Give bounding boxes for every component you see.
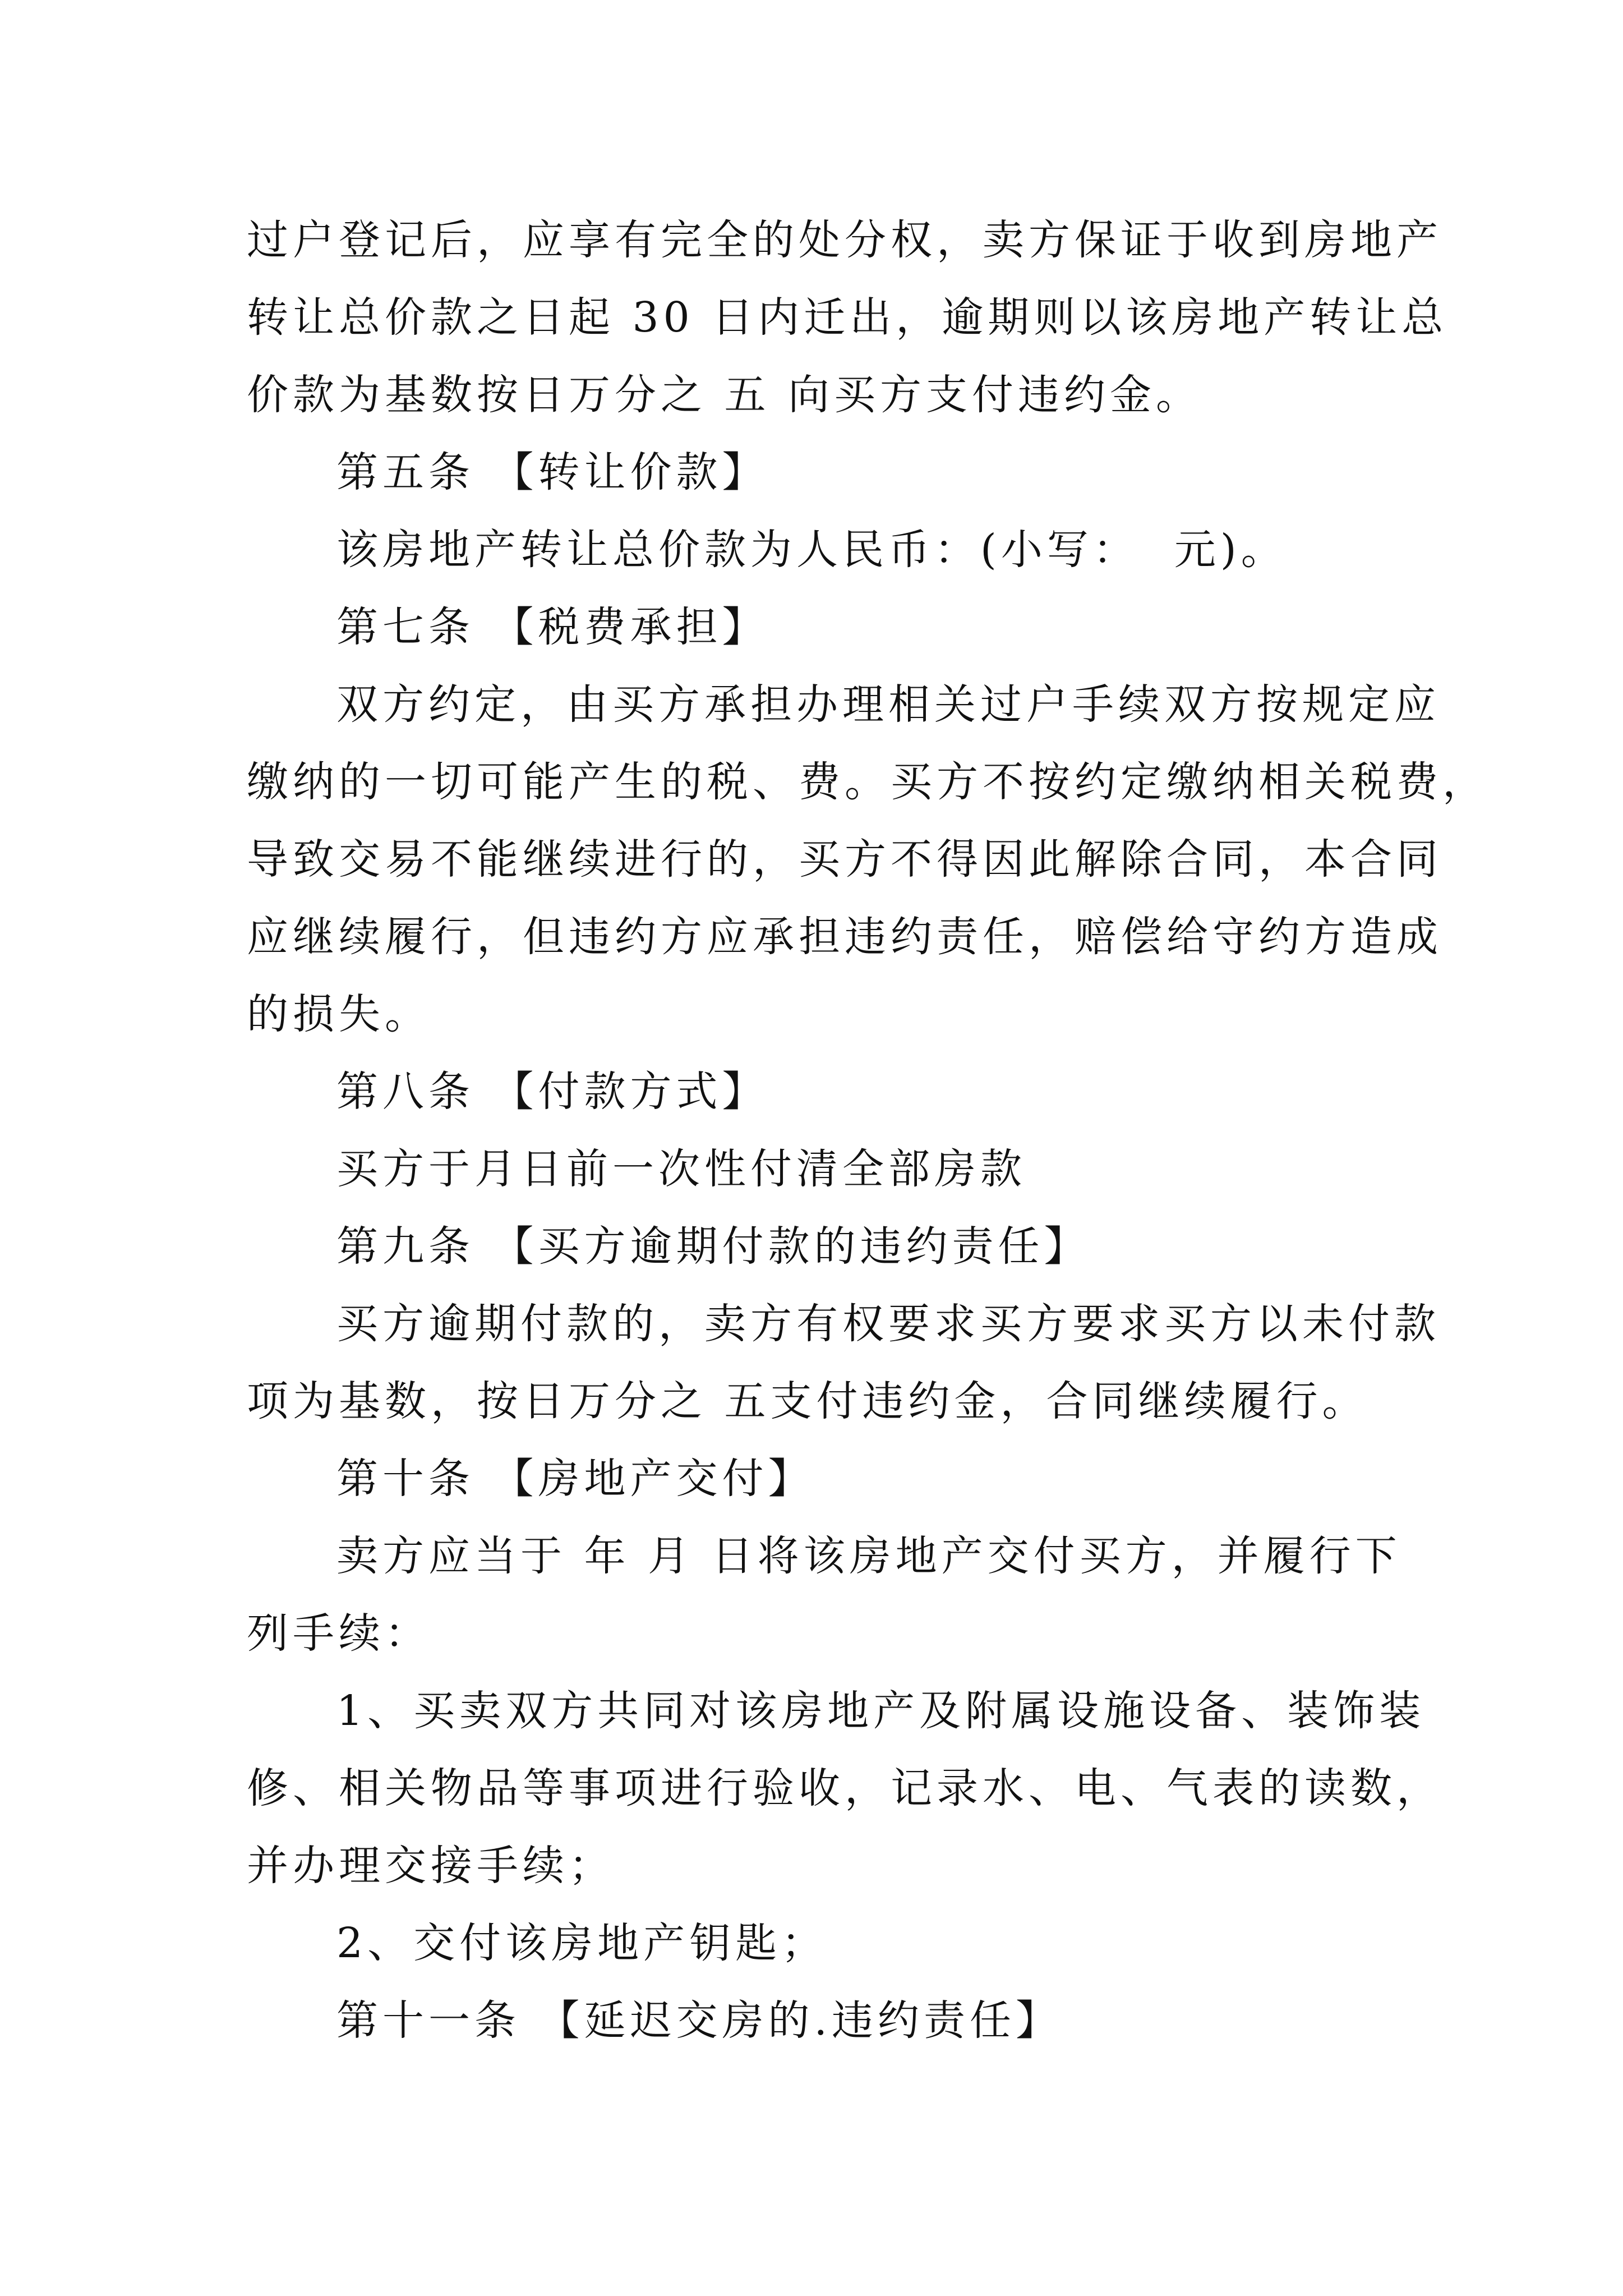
- text-line: 2、交付该房地产钥匙；: [336, 1919, 828, 1967]
- article-heading: 第五条 【转让价款】: [336, 448, 768, 496]
- text-line: 转让总价款之日起 30 日内迁出，逾期则以该房地产转让总: [247, 293, 1448, 342]
- text-line: 价款为基数按日万分之 五 向买方支付违约金。: [247, 371, 1202, 419]
- text-line: 1、买卖双方共同对该房地产及附属设施设备、装饰装: [336, 1687, 1426, 1735]
- text-line: 缴纳的一切可能产生的税、费。买方不按约定缴纳相关税费，: [247, 758, 1488, 806]
- article-heading: 第七条 【税费承担】: [336, 603, 768, 651]
- text-line: 过户登记后，应享有完全的处分权，卖方保证于收到房地产: [247, 216, 1442, 264]
- article-heading: 第九条 【买方逾期付款的违约责任】: [336, 1222, 1090, 1271]
- article-heading: 第十条 【房地产交付】: [336, 1455, 814, 1503]
- text-line: 项为基数，按日万分之 五支付违约金，合同继续履行。: [247, 1377, 1368, 1425]
- article-heading: 第十一条 【延迟交房的.违约责任】: [336, 1996, 1062, 2045]
- text-line: 买方逾期付款的，卖方有权要求买方要求买方以未付款: [336, 1300, 1440, 1348]
- text-line: 双方约定，由买方承担办理相关过户手续双方按规定应: [336, 680, 1440, 729]
- text-line: 该房地产转让总价款为人民币：(小写： 元)。: [336, 526, 1287, 574]
- text-line: 修、相关物品等事项进行验收，记录水、电、气表的读数，: [247, 1764, 1442, 1812]
- text-line: 导致交易不能继续进行的，买方不得因此解除合同，本合同: [247, 835, 1442, 884]
- text-line: 列手续：: [247, 1609, 431, 1658]
- text-line: 的损失。: [247, 990, 431, 1038]
- text-line: 卖方应当于 年 月 日将该房地产交付买方，并履行下: [336, 1532, 1401, 1580]
- article-heading: 第八条 【付款方式】: [336, 1068, 768, 1116]
- text-line: 应继续履行，但违约方应承担违约责任，赔偿给守约方造成: [247, 913, 1442, 961]
- text-line: 买方于月日前一次性付清全部房款: [336, 1145, 1026, 1193]
- text-line: 并办理交接手续；: [247, 1842, 615, 1890]
